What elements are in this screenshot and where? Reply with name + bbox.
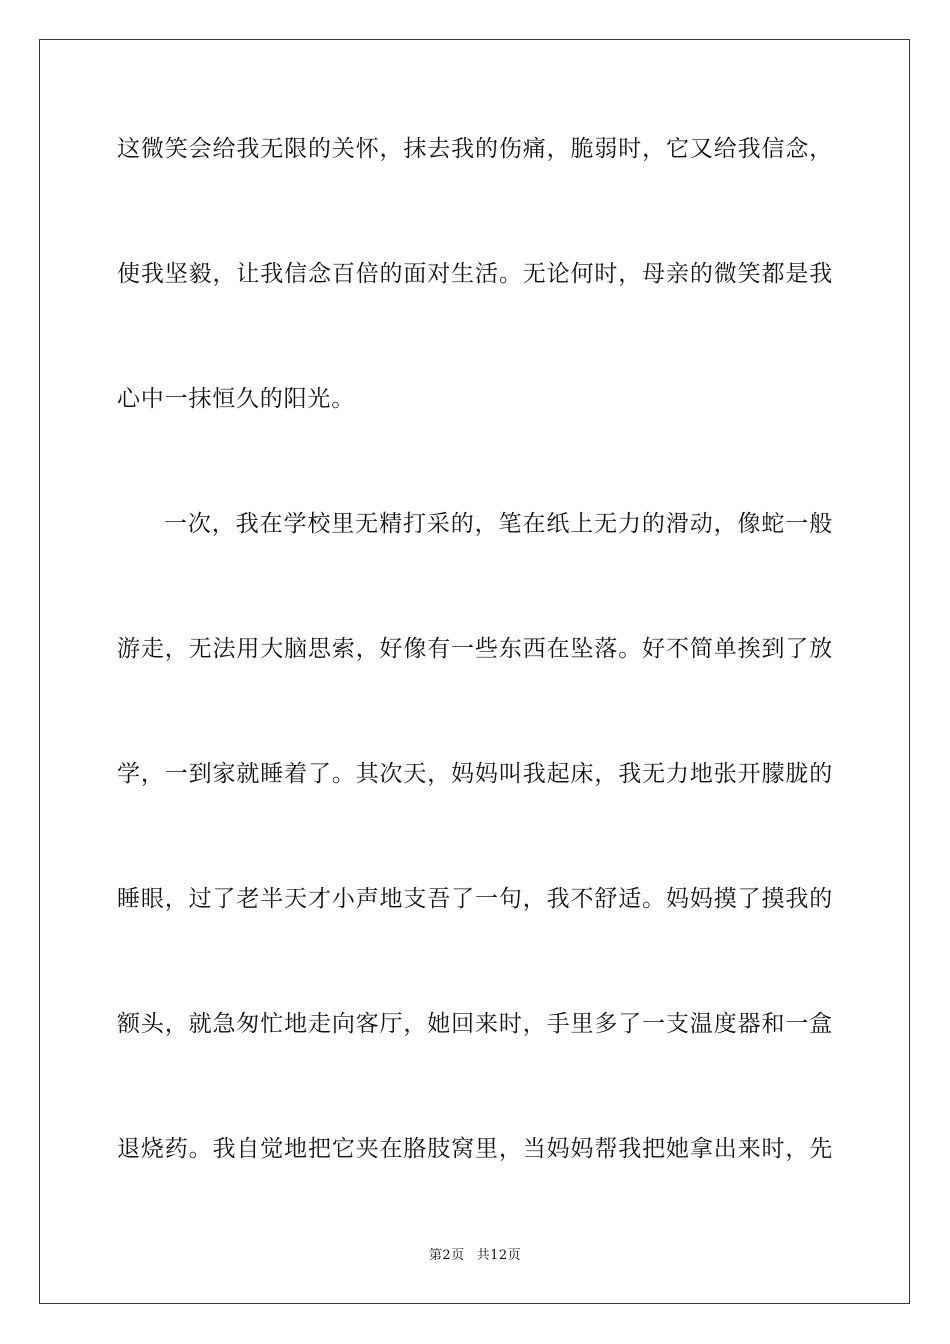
body-text-line-8: 额头，就急匆忙地走向客厅，她回来时，手里多了一支温度器和一盒 bbox=[117, 1011, 833, 1037]
page-total: 共12页 bbox=[476, 1248, 522, 1263]
body-text-line-3: 心中一抹恒久的阳光。 bbox=[117, 386, 355, 412]
body-text-line-5: 游走，无法用大脑思索，好像有一些东西在坠落。好不简单挨到了放 bbox=[117, 636, 833, 662]
body-text-line-2: 使我坚毅，让我信念百倍的面对生活。无论何时，母亲的微笑都是我 bbox=[117, 261, 833, 287]
body-text-line-7: 睡眼，过了老半天才小声地支吾了一句，我不舒适。妈妈摸了摸我的 bbox=[117, 886, 833, 912]
body-text-line-9: 退烧药。我自觉地把它夹在胳肢窝里，当妈妈帮我把她拿出来时，先 bbox=[117, 1136, 833, 1162]
body-text-line-4: 一次，我在学校里无精打采的，笔在纸上无力的滑动，像蛇一般 bbox=[164, 511, 833, 537]
page-frame bbox=[39, 39, 910, 1304]
body-text-line-1: 这微笑会给我无限的关怀，抹去我的伤痛，脆弱时，它又给我信念， bbox=[117, 136, 833, 162]
page-number: 第2页 bbox=[428, 1248, 465, 1263]
page-footer bbox=[0, 1247, 950, 1265]
body-text-line-6: 学，一到家就睡着了。其次天，妈妈叫我起床，我无力地张开朦胧的 bbox=[117, 761, 833, 787]
